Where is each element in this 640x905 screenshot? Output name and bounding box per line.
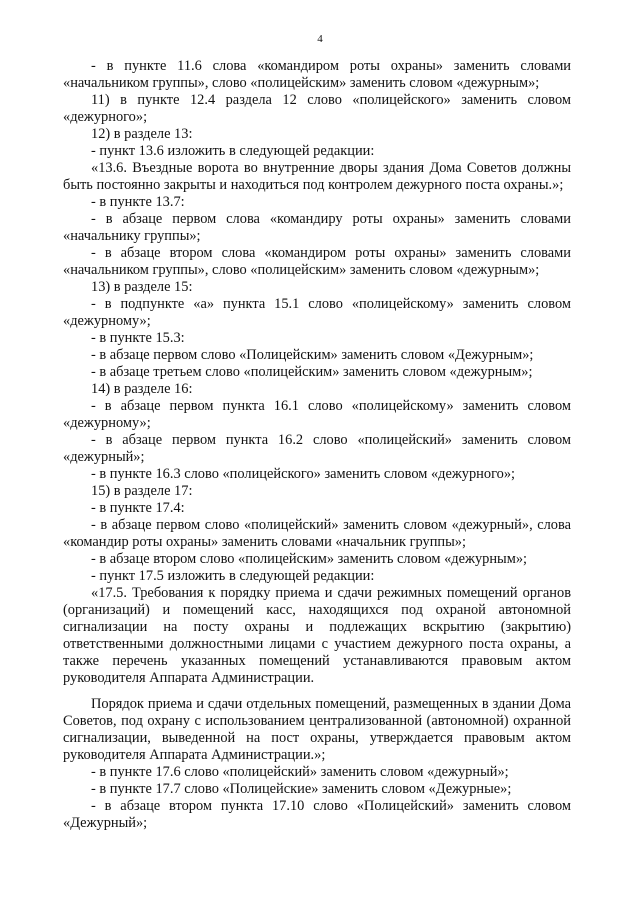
paragraph: 11) в пункте 12.4 раздела 12 слово «полицейского» заменить словом «дежурного»;	[63, 92, 571, 125]
paragraph: - в абзаце втором пункта 17.10 слово «Полицейский» заменить словом «Дежурный»;	[63, 798, 571, 831]
paragraph: - пункт 13.6 изложить в следующей редакции:	[91, 143, 375, 159]
paragraph: - в пункте 11.6 слова «командиром роты охраны» заменить словами «начальником группы», слово «полицейским» заменить словом «дежурным»;	[63, 58, 571, 91]
paragraph: - в пункте 16.3 слово «полицейского» заменить словом «дежурного»;	[91, 466, 516, 482]
paragraph: - в пункте 17.7 слово «Полицейские» заменить словом «Дежурные»;	[91, 781, 512, 797]
paragraph: - в абзаце втором слова «командиром роты охраны» заменить словами «начальником группы», слово «полицейским» заменить словом «дежурным»;	[63, 245, 571, 278]
paragraph: - в абзаце первом пункта 16.1 слово «полицейскому» заменить словом «дежурному»;	[63, 398, 571, 431]
page-number: 4	[317, 33, 323, 45]
paragraph: - в абзаце первом пункта 16.2 слово «полицейский» заменить словом «дежурный»;	[63, 432, 571, 465]
paragraph: 14) в разделе 16:	[91, 381, 193, 397]
paragraph: - пункт 17.5 изложить в следующей редакции:	[91, 568, 375, 584]
document-body	[63, 58, 571, 832]
paragraph: - в абзаце первом слова «командиру роты охраны» заменить словами «начальнику группы»;	[63, 211, 571, 244]
paragraph: - в абзаце первом слово «Полицейским» заменить словом «Дежурным»;	[91, 347, 534, 363]
paragraph: «17.5. Требования к порядку приема и сдачи режимных помещений органов (организаций) и помещений касс, находящихся под охраной автономной сигнализации на посту охраны и подлежащих вскрытию (закрытию) ответственными должностными лицами с участием дежурного поста охраны, а также перечень указанных помещений устанавливаются правовым актом руководителя Аппарата Администрации.	[63, 585, 571, 686]
paragraph: «13.6. Въездные ворота во внутренние дворы здания Дома Советов должны быть постоянно закрыты и находиться под контролем дежурного поста охраны.»;	[63, 160, 571, 193]
paragraph: 15) в разделе 17:	[91, 483, 193, 499]
paragraph: - в пункте 15.3:	[91, 330, 185, 346]
paragraph: - в абзаце третьем слово «полицейским» заменить словом «дежурным»;	[91, 364, 533, 380]
paragraph: - в подпункте «а» пункта 15.1 слово «полицейскому» заменить словом «дежурному»;	[63, 296, 571, 329]
paragraph: 13) в разделе 15:	[91, 279, 193, 295]
paragraph: - в пункте 17.6 слово «полицейский» заменить словом «дежурный»;	[91, 764, 509, 780]
paragraph: - в пункте 17.4:	[91, 500, 185, 516]
paragraph: 12) в разделе 13:	[91, 126, 193, 142]
paragraph: - в абзаце втором слово «полицейским» заменить словом «дежурным»;	[91, 551, 528, 567]
paragraph: - в пункте 13.7:	[91, 194, 185, 210]
paragraph: - в абзаце первом слово «полицейский» заменить словом «дежурный», слова «командир роты охраны» заменить словами «начальник группы»;	[63, 517, 571, 550]
paragraph: Порядок приема и сдачи отдельных помещений, размещенных в здании Дома Советов, под охрану с использованием централизованной (автономной) охранной сигнализации, выведенной на пост охраны, утверждается правовым актом руководителя Аппарата Администрации.»;	[63, 696, 571, 763]
